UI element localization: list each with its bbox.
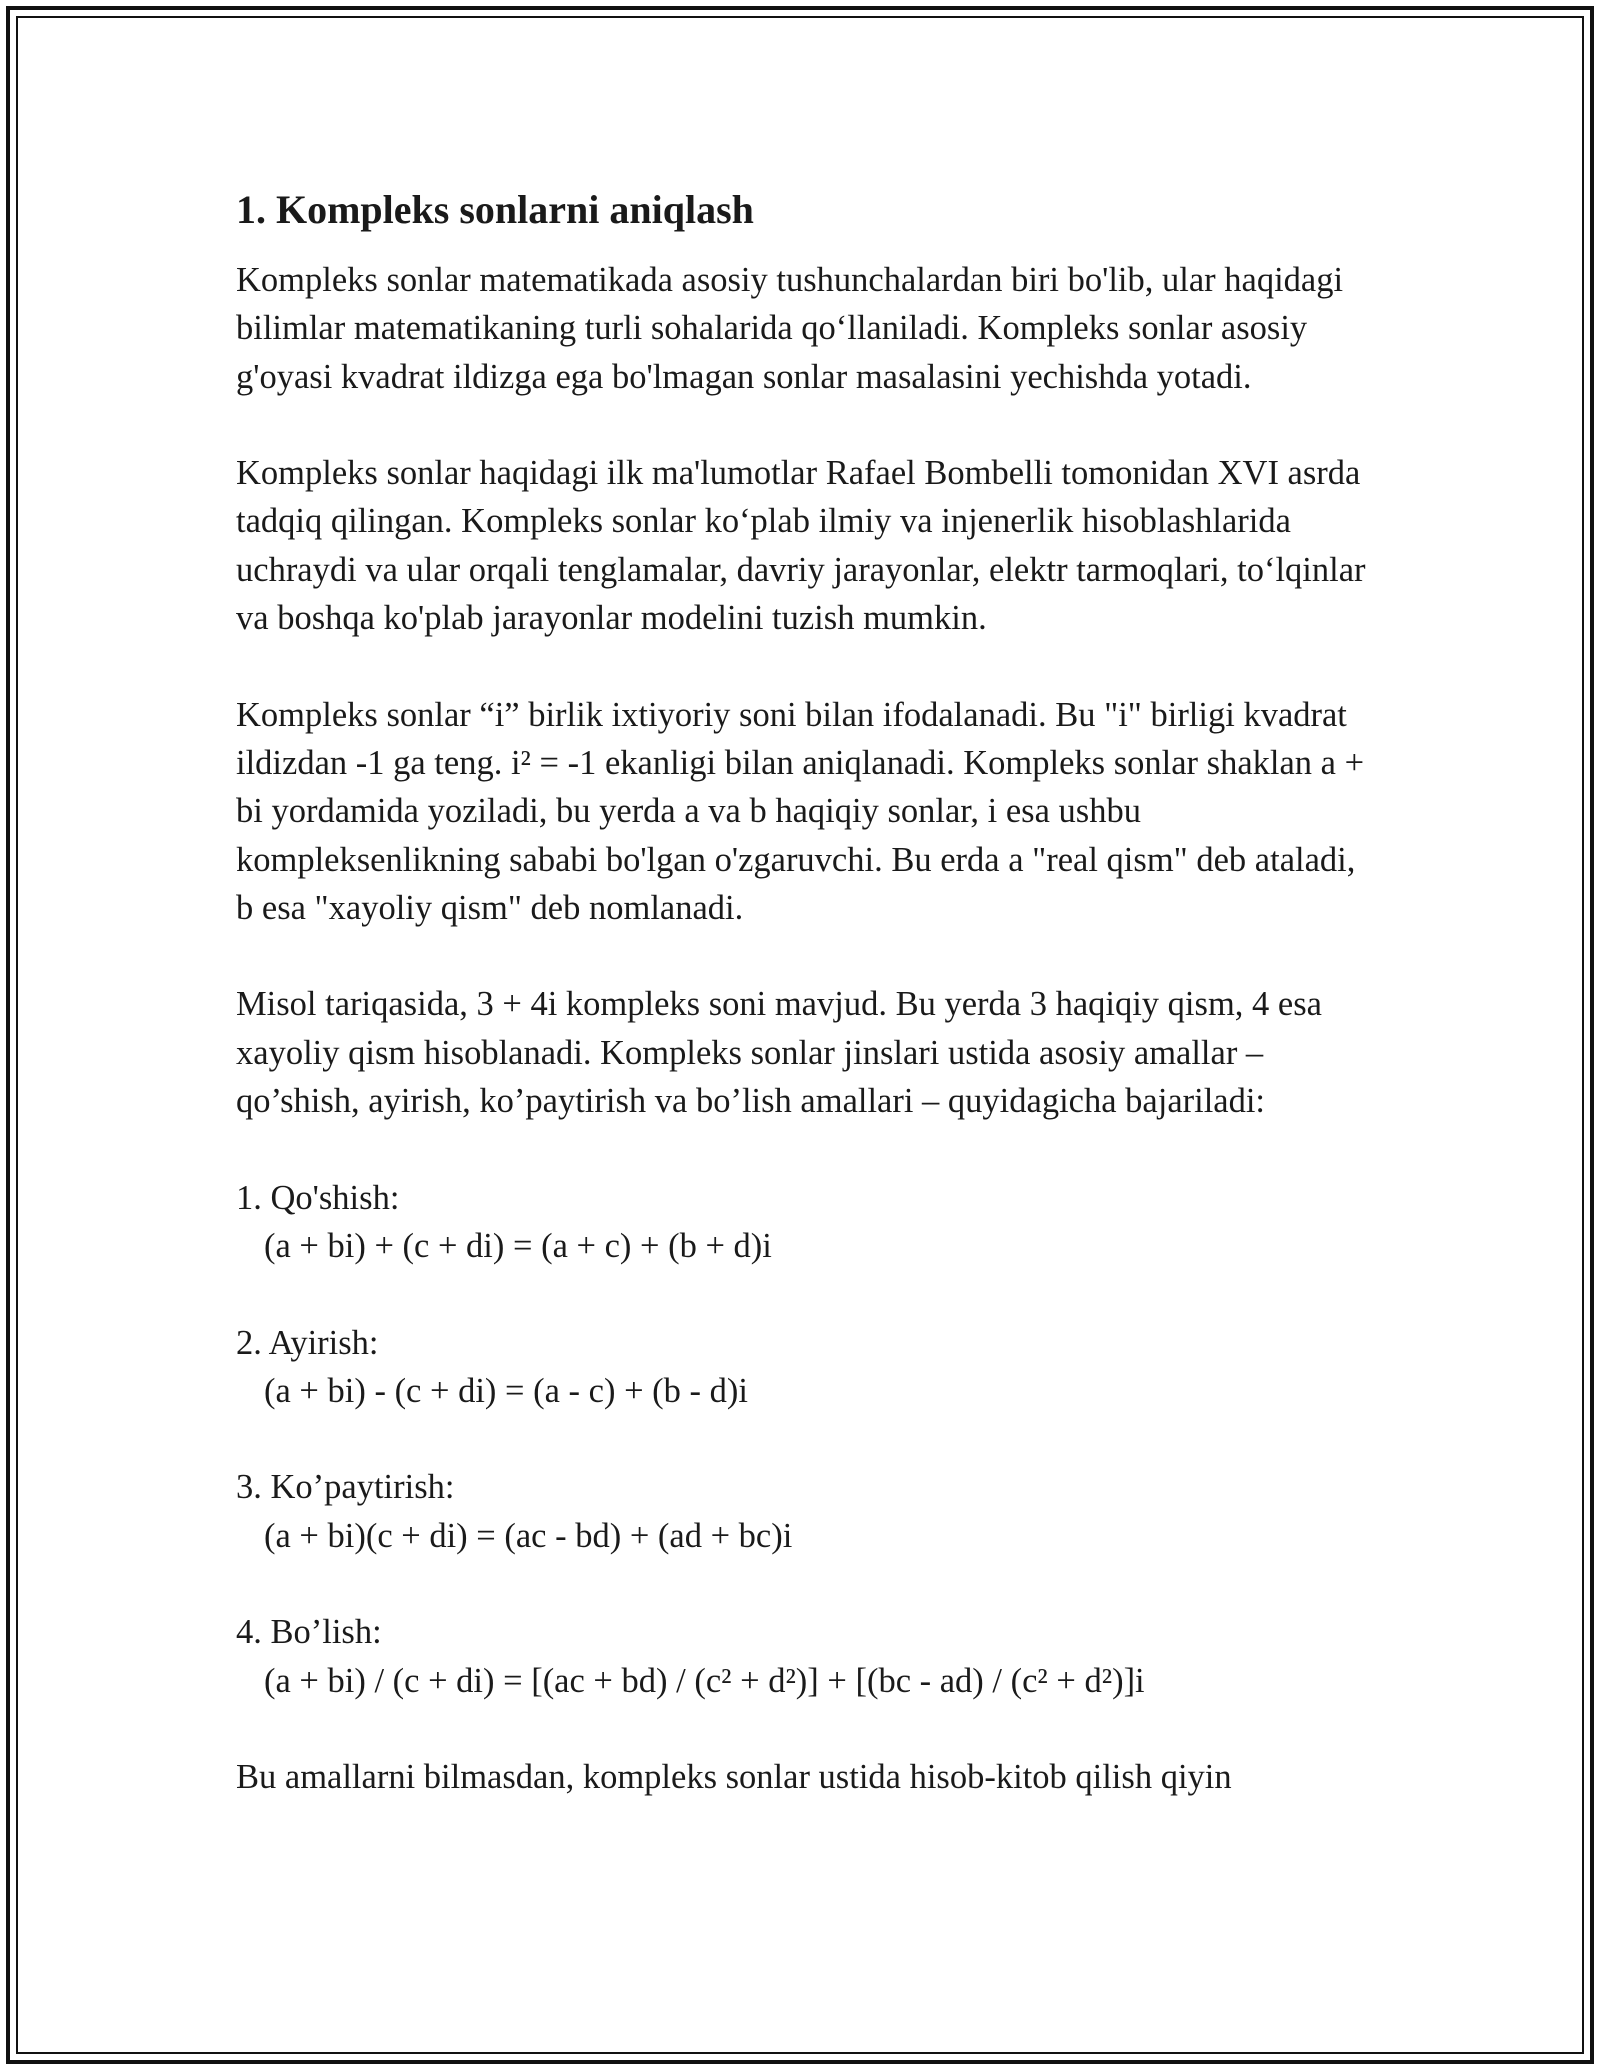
document-body xyxy=(236,186,1376,1802)
operation-formula: (a + bi) - (c + di) = (a - c) + (b - d)i xyxy=(264,1371,748,1410)
operation-formula: (a + bi) / (c + di) = [(ac + bd) / (c² + d²)] + [(bc - ad) / (c² + d²)]i xyxy=(264,1661,1145,1700)
paragraph-imaginary-unit: Kompleks sonlar “i” birlik ixtiyoriy soni bilan ifodalanadi. Bu "i" birligi kvadrat ildizdan -1 ga teng. i² = -1 ekanligi bilan aniqlanadi. Kompleks sonlar shaklan a + bi yordamida yoziladi, bu yerda a va b haqiqiy sonlar, i esa ushbu kompleksenlikning sababi bo'lgan o'zgaruvchi. Bu erda a "real qism" deb ataladi, b esa "xayoliy qism" deb nomlanadi. xyxy=(236,695,1365,927)
operation-formula: (a + bi) + (c + di) = (a + c) + (b + d)i xyxy=(264,1226,772,1265)
paragraph-intro: Kompleks sonlar matematikada asosiy tushunchalardan biri bo'lib, ular haqidagi bilimlar matematikaning turli sohalarida qo‘llaniladi. Kompleks sonlar asosiy g'oyasi kvadrat ildizga ega bo'lmagan sonlar masalasini yechishda yotadi. xyxy=(236,261,1344,396)
paragraph-example: Misol tariqasida, 3 + 4i kompleks soni mavjud. Bu yerda 3 haqiqiy qism, 4 esa xayoliy qism hisoblanadi. Kompleks sonlar jinslari ustida asosiy amallar – qo’shish, ayirish, ko’paytirish va bo’lish amallari – quyidagicha bajariladi: xyxy=(236,985,1322,1121)
operation-title: 1. Qo'shish: xyxy=(236,1178,400,1217)
section-heading: 1. Kompleks sonlarni aniqlash xyxy=(236,187,754,232)
paragraph-history: Kompleks sonlar haqidagi ilk ma'lumotlar Rafael Bombelli tomonidan XVI asrda tadqiq qilingan. Kompleks sonlar ko‘plab ilmiy va injenerlik hisoblashlarida uchraydi va ular orqali tenglamalar, davriy jarayonlar, elektr tarmoqlari, to‘lqinlar va boshqa ko'plab jarayonlar modelini tuzish mumkin. xyxy=(236,454,1366,638)
paragraph-closing: Bu amallarni bilmasdan, kompleks sonlar ustida hisob-kitob qilish qiyin xyxy=(236,1758,1232,1797)
operation-multiplication xyxy=(236,1463,1376,1560)
operation-title: 3. Ko’paytirish: xyxy=(236,1468,455,1507)
operation-addition xyxy=(236,1174,1376,1271)
operation-formula: (a + bi)(c + di) = (ac - bd) + (ad + bc)i xyxy=(264,1516,793,1555)
operation-title: 4. Bo’lish: xyxy=(236,1613,382,1652)
operation-title: 2. Ayirish: xyxy=(236,1323,379,1362)
operation-subtraction xyxy=(236,1319,1376,1416)
operation-division xyxy=(236,1608,1376,1705)
